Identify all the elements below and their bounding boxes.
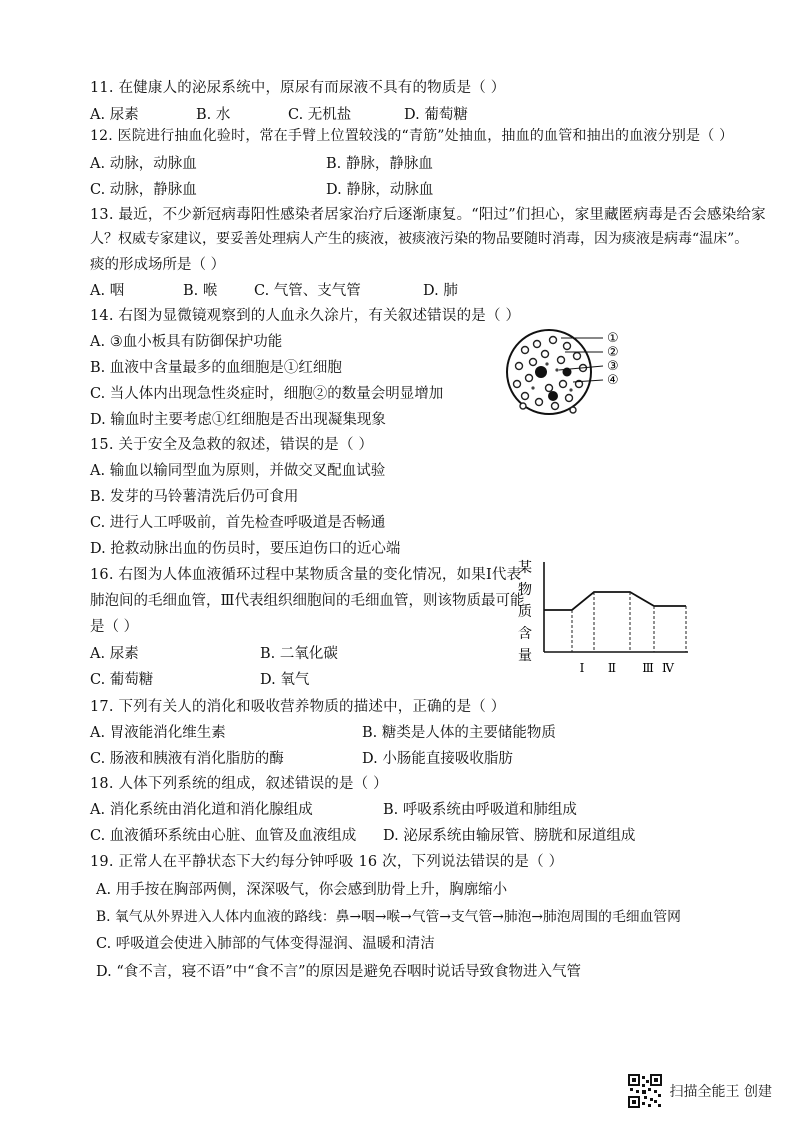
svg-text:某: 某 bbox=[518, 560, 532, 576]
question-15 bbox=[90, 433, 373, 454]
question-14 bbox=[90, 304, 520, 325]
question-stem: 12. 医院进行抽血化验时，常在手臂上位置较浅的“青筋”处抽血，抽血的血管和抽出的血液分别是（ ） bbox=[90, 128, 734, 144]
question-stem: 11. 在健康人的泌尿系统中，原尿有而尿液不具有的物质是（ ） bbox=[90, 80, 506, 96]
option-a: A. 输血以输同型血为原则，并做交叉配血试验 bbox=[90, 463, 386, 479]
question-stem: 17. 下列有关人的消化和吸收营养物质的描述中，正确的是（ ） bbox=[90, 699, 506, 715]
option-d: D. 抢救动脉出血的伤员时，要压迫伤口的近心端 bbox=[90, 541, 401, 557]
option-c: C. 无机盐 bbox=[288, 107, 352, 123]
option-c: C. 葡萄糖 bbox=[90, 672, 154, 688]
option-a: A. 动脉，动脉血 bbox=[90, 156, 197, 172]
svg-text:物: 物 bbox=[518, 582, 532, 598]
smear-field-circle bbox=[507, 330, 591, 414]
y-axis-label bbox=[518, 559, 532, 664]
content-curve bbox=[544, 592, 686, 610]
option-c: C. 当人体内出现急性炎症时，细胞②的数量会明显增加 bbox=[90, 386, 444, 402]
question-stem: 13. 最近，不少新冠病毒阳性感染者居家治疗后逐渐康复。“阳过”们担心，家里藏匿病毒是否会感染给家 bbox=[90, 207, 766, 223]
option-b: B. 呼吸系统由呼吸道和肺组成 bbox=[383, 802, 577, 818]
option-d: D. 氧气 bbox=[260, 672, 310, 688]
question-11 bbox=[90, 76, 505, 97]
question-17 bbox=[90, 695, 505, 716]
x-axis-labels bbox=[580, 661, 675, 675]
substance-content-graph bbox=[516, 556, 696, 680]
option-a: A. 咽 bbox=[90, 283, 125, 299]
option-b: B. 静脉，静脉血 bbox=[326, 156, 433, 172]
scanner-watermark bbox=[628, 1074, 772, 1108]
option-c: C. 肠液和胰液有消化脂肪的酶 bbox=[90, 751, 284, 767]
option-a: A. 尿素 bbox=[90, 107, 139, 123]
label-3: ③ bbox=[607, 359, 619, 374]
label-1: ① bbox=[607, 331, 619, 346]
option-a: A. 胃液能消化维生素 bbox=[90, 725, 226, 741]
option-d: D. 葡萄糖 bbox=[404, 107, 468, 123]
option-b: B. 水 bbox=[196, 107, 231, 123]
option-c: C. 气管、支气管 bbox=[254, 283, 361, 299]
x-label-1: Ⅰ bbox=[579, 661, 585, 675]
question-12 bbox=[90, 125, 733, 145]
segment-dividers bbox=[572, 592, 686, 652]
question-stem-line: 是（ ） bbox=[90, 619, 139, 635]
option-b: B. 发芽的马铃薯清洗后仍可食用 bbox=[90, 489, 299, 505]
x-label-4: Ⅳ bbox=[662, 661, 674, 675]
question-stem: 16. 右图为人体血液循环过程中某物质含量的变化情况，如果Ⅰ代表 bbox=[90, 567, 522, 583]
question-13 bbox=[90, 203, 766, 224]
question-stem: 15. 关于安全及急救的叙述，错误的是（ ） bbox=[90, 437, 374, 453]
blood-smear-figure bbox=[503, 326, 633, 422]
option-d: D. 输血时主要考虑①红细胞是否出现凝集现象 bbox=[90, 412, 386, 428]
question-stem: 18. 人体下列系统的组成，叙述错误的是（ ） bbox=[90, 776, 388, 792]
option-d: D. 肺 bbox=[423, 283, 458, 299]
svg-text:质: 质 bbox=[518, 604, 532, 620]
option-d: D. 静脉，动脉血 bbox=[326, 182, 434, 198]
label-4: ④ bbox=[607, 373, 619, 388]
option-c: C. 动脉，静脉血 bbox=[90, 182, 197, 198]
svg-text:含: 含 bbox=[518, 626, 532, 642]
option-a: A. ③血小板具有防御保护功能 bbox=[90, 334, 283, 350]
svg-text:量: 量 bbox=[518, 648, 532, 664]
option-b: B. 氧气从外界进入人体内血液的路线：鼻→咽→喉→气管→支气管→肺泡→肺泡周围的毛细血管网 bbox=[96, 909, 681, 925]
option-a: A. 消化系统由消化道和消化腺组成 bbox=[90, 802, 313, 818]
option-d: D. 泌尿系统由输尿管、膀胱和尿道组成 bbox=[383, 828, 636, 844]
option-a: A. 尿素 bbox=[90, 646, 139, 662]
option-c: C. 血液循环系统由心脏、血管及血液组成 bbox=[90, 828, 357, 844]
question-stem: 19. 正常人在平静状态下大约每分钟呼吸 16 次，下列说法错误的是（ ） bbox=[90, 854, 564, 870]
option-b: B. 糖类是人体的主要储能物质 bbox=[362, 725, 556, 741]
watermark-text: 扫描全能王 创建 bbox=[669, 1084, 772, 1100]
x-label-3: Ⅲ bbox=[642, 661, 654, 675]
qr-code-icon bbox=[628, 1074, 662, 1108]
label-2: ② bbox=[607, 345, 619, 360]
option-d: D. 小肠能直接吸收脂肪 bbox=[362, 751, 513, 767]
option-a: A. 用手按在胸部两侧，深深吸气，你会感到肋骨上升，胸廓缩小 bbox=[96, 882, 508, 898]
question-stem-line: 肺泡间的毛细血管，Ⅲ代表组织细胞间的毛细血管，则该物质最可能 bbox=[90, 593, 525, 609]
option-c: C. 呼吸道会使进入肺部的气体变得湿润、温暖和清洁 bbox=[96, 936, 435, 952]
x-label-2: Ⅱ bbox=[607, 661, 617, 675]
option-c: C. 进行人工呼吸前，首先检查呼吸道是否畅通 bbox=[90, 515, 386, 531]
question-19 bbox=[90, 850, 563, 871]
option-b: B. 二氧化碳 bbox=[260, 646, 338, 662]
option-b: B. 血液中含量最多的血细胞是①红细胞 bbox=[90, 360, 342, 376]
option-b: B. 喉 bbox=[183, 283, 218, 299]
question-stem-line: 痰的形成场所是（ ） bbox=[90, 257, 226, 273]
option-d: D. “食不言，寝不语”中“食不言”的原因是避免吞咽时说话导致食物进入气管 bbox=[96, 964, 581, 980]
question-18 bbox=[90, 772, 388, 793]
question-16 bbox=[90, 563, 521, 584]
question-stem-line: 人？权威专家建议，要妥善处理病人产生的痰液，被痰液污染的物品要随时消毒，因为痰液是病毒“温床”。 bbox=[90, 231, 749, 247]
question-stem: 14. 右图为显微镜观察到的人血永久涂片，有关叙述错误的是（ ） bbox=[90, 308, 521, 324]
